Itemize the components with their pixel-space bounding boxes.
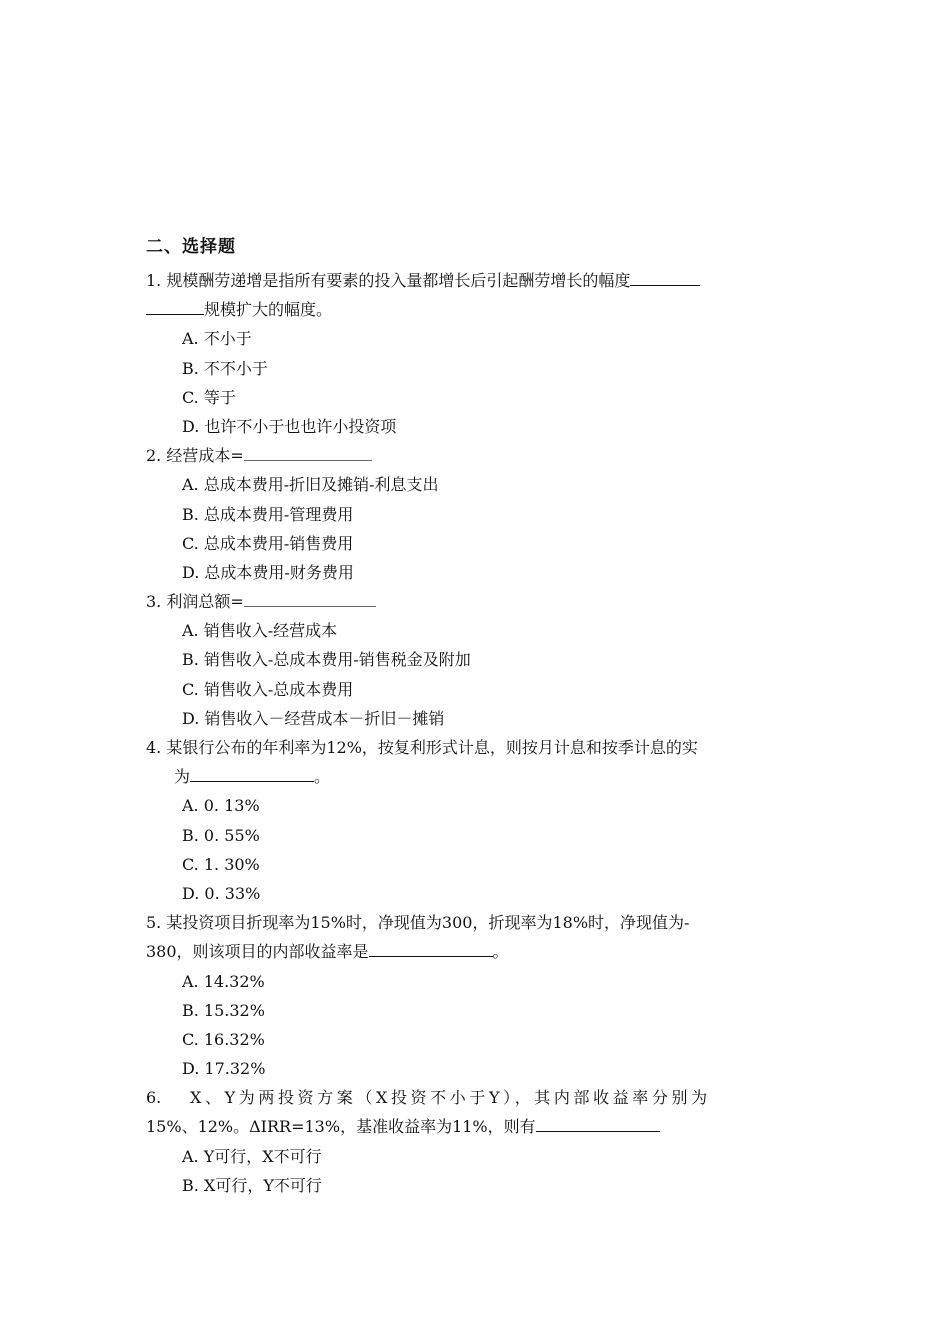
question-5-line-2 [146, 937, 810, 966]
answer-blank [369, 938, 493, 957]
option-d: D. 17.32% [182, 1059, 266, 1079]
question-4-line-1: 4. 某银行公布的年利率为12%，按复利形式计息，则按月计息和按季计息的实 [146, 738, 698, 757]
question-6-text: X、Y为两投资方案（X投资不小于Y），其内部收益率分别为 [190, 1088, 711, 1108]
option-b: B. 总成本费用-管理费用 [182, 504, 354, 524]
question-2-text: 2. 经营成本= [146, 446, 244, 466]
question-3-line-1 [146, 587, 810, 616]
option-a: A. 总成本费用-折旧及摊销-利息支出 [182, 475, 439, 495]
answer-blank [536, 1113, 660, 1132]
section-title: 二、选择题 [146, 237, 236, 257]
question-4-line-2 [146, 762, 810, 791]
option-a: A. 0. 13% [182, 796, 260, 816]
question-2-line-1 [146, 441, 810, 470]
option-b: B. 不不小于 [182, 358, 268, 378]
option-d: D. 总成本费用-财务费用 [182, 562, 354, 582]
option-a: A. Y可行，X不可行 [182, 1146, 322, 1166]
question-5-text-cont: 380，则该项目的内部收益率是 [146, 942, 369, 962]
question-6-number: 6. [146, 1088, 162, 1108]
answer-blank [146, 296, 204, 315]
question-1-line-2 [146, 295, 810, 324]
answer-blank [630, 267, 700, 286]
question-6-text-cont: 15%、12%。ΔIRR=13%，基准收益率为11%，则有 [146, 1117, 536, 1137]
option-c: C. 16.32% [182, 1029, 265, 1049]
option-d: D. 0. 33% [182, 883, 261, 903]
question-4-punct: 。 [314, 767, 331, 787]
question-1-text: 1. 规模酬劳递增是指所有要素的投入量都增长后引起酬劳增长的幅度 [146, 271, 631, 290]
option-a: A. 销售收入-经营成本 [182, 621, 338, 641]
option-b: B. X可行，Y不可行 [182, 1175, 322, 1195]
option-d: D. 也许不小于也也许小投资项 [182, 416, 397, 436]
option-c: C. 等于 [182, 387, 236, 407]
option-c: C. 销售收入-总成本费用 [182, 679, 354, 699]
answer-blank [190, 763, 314, 782]
question-5-line-1: 5. 某投资项目折现率为15%时，净现值为300，折现率为18%时，净现值为- [146, 913, 690, 933]
answer-blank [244, 588, 376, 607]
question-1-line-1 [146, 266, 810, 295]
question-6-line-1 [146, 1083, 810, 1112]
option-a: A. 不小于 [182, 329, 252, 349]
question-4-text-cont: 为 [174, 767, 191, 787]
option-c: C. 1. 30% [182, 854, 260, 874]
question-1-text-cont: 规模扩大的幅度。 [204, 300, 333, 320]
option-b: B. 0. 55% [182, 825, 260, 845]
option-b: B. 15.32% [182, 1000, 265, 1020]
answer-blank [244, 442, 372, 461]
option-d: D. 销售收入－经营成本－折旧－摊销 [182, 708, 445, 728]
option-c: C. 总成本费用-销售费用 [182, 533, 354, 553]
option-a: A. 14.32% [182, 971, 265, 991]
question-6-line-2 [146, 1112, 810, 1141]
question-5-punct: 。 [492, 942, 509, 962]
question-list [146, 266, 810, 1200]
question-3-text: 3. 利润总额= [146, 592, 244, 612]
option-b: B. 销售收入-总成本费用-销售税金及附加 [182, 650, 471, 670]
